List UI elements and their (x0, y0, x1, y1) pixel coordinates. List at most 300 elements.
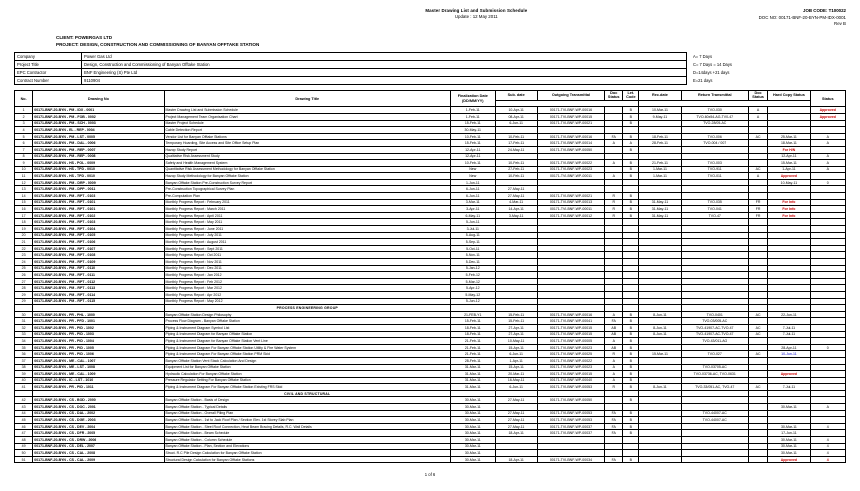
table-row[interactable] (15, 318, 846, 325)
table-row[interactable] (15, 232, 846, 239)
row-let-code (623, 232, 639, 239)
row-no: 25 (15, 265, 33, 272)
row-let-code: B (623, 160, 639, 167)
job-code: JOB CODE: T100022 (803, 8, 846, 13)
row-finalization-date: 5-Sep-11 (451, 239, 496, 246)
row-drawing-no: 00171-BNF-20-BYN - PM - RPT - 0108 (33, 252, 164, 259)
legend-note: E=21 days (693, 78, 713, 84)
row-doc-status-2 (748, 397, 767, 404)
row-status (810, 127, 845, 134)
table-row[interactable] (15, 324, 846, 331)
table-row[interactable] (15, 371, 846, 378)
table-row[interactable] (15, 186, 846, 193)
row-return-transmittal (681, 298, 748, 305)
row-hard-copy-status: Approved (768, 173, 810, 180)
row-doc-status-2 (748, 430, 767, 437)
row-drawing-title: Monthly Progress Report : Feb 2012 (164, 278, 451, 285)
row-finalization-date: 31-Mar-11 (451, 364, 496, 371)
col-return-transmittal: Return Transmittal (681, 91, 748, 101)
row-status (810, 318, 845, 325)
row-drawing-title: Piping & Instrument Diagram For Banyan Offtake Station PRM Skid (164, 351, 451, 358)
row-drawing-title: Master Project Schedule (164, 120, 451, 127)
row-drawing-title: Monthly Progress Report : Nov 2011 (164, 259, 451, 266)
row-return-transmittal (681, 127, 748, 134)
table-row[interactable] (15, 437, 846, 444)
row-drawing-title: Process Flow Diagram - Banyan Offtake Station (164, 318, 451, 325)
row-sub-date: 6-Jun-11 (495, 384, 537, 391)
table-row[interactable] (15, 219, 846, 226)
table-row[interactable] (15, 397, 846, 404)
row-let-code (623, 226, 639, 233)
row-sub-date: 6-Jun-11 (495, 120, 537, 127)
table-row[interactable] (15, 384, 846, 391)
table-row[interactable] (15, 133, 846, 140)
row-hard-copy-status (768, 239, 810, 246)
row-drawing-no: 00171-BNF-20-BYN - PR - PID - 1011 (33, 384, 164, 391)
table-row[interactable] (15, 357, 846, 364)
row-doc-status-2: AC (748, 311, 767, 318)
page-footer: 1 of 6 (424, 472, 436, 477)
row-doc-status-2 (748, 120, 767, 127)
row-finalization-date: 6-Jun-11 (451, 193, 496, 200)
row-outgoing-transmittal: 00171-TVI-BNF-WP-00023 (537, 344, 604, 351)
table-head (15, 91, 846, 107)
table-section-row[interactable] (15, 305, 846, 312)
row-doc-status-1 (605, 153, 623, 160)
row-drawing-title: Banyan Offtake Station - Typical Details (164, 404, 451, 411)
row-drawing-no: 00171-BNF-20-BYN - PR - PID - 1002 (33, 324, 164, 331)
row-rec-date (639, 437, 681, 444)
table-row[interactable] (15, 377, 846, 384)
row-finalization-date: 18-Feb-11 (451, 324, 496, 331)
row-hard-copy-status: 18-Mar-11 (768, 140, 810, 147)
table-row[interactable] (15, 153, 846, 160)
row-outgoing-transmittal (537, 291, 604, 298)
row-rec-date: 1-Mar-11 (639, 166, 681, 173)
row-doc-status-2 (748, 272, 767, 279)
table-row[interactable] (15, 199, 846, 206)
row-no: 27 (15, 278, 33, 285)
row-sub-date: 27-Apr-11 (495, 324, 537, 331)
row-return-transmittal (681, 226, 748, 233)
row-hard-copy-status (768, 318, 810, 325)
row-doc-status-1 (605, 404, 623, 411)
row-hard-copy-status (768, 113, 810, 120)
row-doc-status-2 (748, 344, 767, 351)
table-row[interactable] (15, 212, 846, 219)
cell-empty (451, 305, 496, 312)
info-value: BNF Engineering (S) Pte Ltd (82, 69, 687, 77)
row-drawing-no: 00171-BNF-20-BYN - IC - LST - 1010 (33, 377, 164, 384)
row-outgoing-transmittal: 00171-TVI-BNF-WP-00023 (537, 364, 604, 371)
row-drawing-no: 00171-BNF-20-BYN - CS - DRW - 2006 (33, 437, 164, 444)
row-rec-date: 1-Mar-11 (639, 173, 681, 180)
row-finalization-date: 30-Mar-11 (451, 397, 496, 404)
row-return-transmittal: TVO-44007-AC (681, 417, 748, 424)
row-sub-date: 15-Feb-11 (495, 318, 537, 325)
row-hard-copy-status (768, 410, 810, 417)
table-row[interactable] (15, 173, 846, 180)
table-row[interactable] (15, 351, 846, 358)
cell-empty (768, 305, 810, 312)
row-hard-copy-status (768, 364, 810, 371)
row-drawing-no: 00171-BNF-20-BYN - PR - PID - 1003 (33, 331, 164, 338)
row-return-transmittal (681, 245, 748, 252)
row-doc-status-2: AC (748, 133, 767, 140)
row-sub-date: 18-Apr-11 (495, 430, 537, 437)
row-drawing-title: Banyan Offtake Station - Overall Piling Plan (164, 410, 451, 417)
row-outgoing-transmittal (537, 285, 604, 292)
row-hard-copy-status: 25-Mar-11 (768, 133, 810, 140)
row-drawing-title: Monthly Progress Report : Apr 2012 (164, 291, 451, 298)
row-drawing-no: 00171-BNF-20-BYN - CS - DEV - 2004 (33, 423, 164, 430)
row-doc-status-2: FR (748, 199, 767, 206)
row-let-code (623, 404, 639, 411)
row-return-transmittal (681, 397, 748, 404)
row-let-code (623, 219, 639, 226)
table-row[interactable] (15, 120, 846, 127)
row-finalization-date: 10-Feb-11 (451, 160, 496, 167)
row-sub-date (495, 278, 537, 285)
table-section-row[interactable] (15, 390, 846, 397)
row-sub-date: 3-May-11 (495, 212, 537, 219)
row-return-transmittal (681, 239, 748, 246)
row-doc-status-2 (748, 179, 767, 186)
row-rec-date (639, 397, 681, 404)
row-let-code: B (623, 212, 639, 219)
table-row[interactable] (15, 430, 846, 437)
row-no: 8 (15, 153, 33, 160)
row-sub-date: 08-Apr-11 (495, 113, 537, 120)
table-row[interactable] (15, 456, 846, 463)
row-drawing-no: 00171-BNF-20-BYN - PM - REP - 0008 (33, 153, 164, 160)
row-doc-status-2 (748, 404, 767, 411)
row-drawing-no: 00171-BNF-20-BYN - CS - DOC - 2001 (33, 404, 164, 411)
row-finalization-date: 5-Nov-11 (451, 252, 496, 259)
row-no: 19 (15, 226, 33, 233)
row-rec-date: 18-Feb-11 (639, 133, 681, 140)
row-hard-copy-status (768, 107, 810, 114)
table-row[interactable] (15, 423, 846, 430)
table-row[interactable] (15, 160, 846, 167)
row-drawing-title: Piping & Instrument Diagram for Banyan Offtake Station Vent Line (164, 338, 451, 345)
table-row[interactable] (15, 404, 846, 411)
info-label: Company (15, 53, 82, 61)
table-row[interactable] (15, 278, 846, 285)
row-no: 17 (15, 212, 33, 219)
row-status: A (810, 140, 845, 147)
cell-empty (537, 390, 604, 397)
row-drawing-title: Safety and Health Management System (164, 160, 451, 167)
row-doc-status-1: A (605, 364, 623, 371)
table-row[interactable] (15, 265, 846, 272)
row-let-code (623, 450, 639, 457)
table-row[interactable] (15, 146, 846, 153)
row-let-code (623, 285, 639, 292)
row-finalization-date: 30-Mar-11 (451, 437, 496, 444)
row-drawing-no: 00171-BNF-20-BYN - PM - RPT - 0112 (33, 278, 164, 285)
row-return-transmittal: TVO-03705-AC (681, 364, 748, 371)
row-drawing-title: Banyan Offtake Station Pre-Construction Survey Report (164, 179, 451, 186)
row-rec-date (639, 318, 681, 325)
row-outgoing-transmittal (537, 272, 604, 279)
table-row[interactable] (15, 331, 846, 338)
row-no: 4 (15, 127, 33, 134)
table-row[interactable] (15, 410, 846, 417)
row-status: 0 (810, 179, 845, 186)
row-doc-status-2 (748, 146, 767, 153)
row-let-code: B (623, 173, 639, 180)
row-drawing-title: Banyan Offtake Station - Column Schedule (164, 437, 451, 444)
table-row[interactable] (15, 239, 846, 246)
row-status (810, 219, 845, 226)
row-drawing-no: 00171-BNF-20-BYN - PM - RPT - 0106 (33, 239, 164, 246)
row-outgoing-transmittal (537, 265, 604, 272)
row-return-transmittal: TVO-035 (681, 199, 748, 206)
row-finalization-date: 5-Jun-12 (451, 298, 496, 305)
row-drawing-no: 00171-BNF-20-BYN - PR - PID - 1006 (33, 351, 164, 358)
row-rec-date (639, 219, 681, 226)
row-hard-copy-status: 7-Jul-11 (768, 384, 810, 391)
row-outgoing-transmittal (537, 127, 604, 134)
row-no: 49 (15, 443, 33, 450)
row-hard-copy-status: 30-Mar-11 (768, 437, 810, 444)
table-row[interactable] (15, 245, 846, 252)
table-row[interactable] (15, 311, 846, 318)
row-doc-status-1 (605, 252, 623, 259)
row-status (810, 291, 845, 298)
row-sub-date: 6-Jun-11 (495, 351, 537, 358)
row-drawing-no: 00171-BNF-20-BYN - CS - DGE - 2003 (33, 417, 164, 424)
row-status: Approved (810, 113, 845, 120)
row-doc-status-2: AC (748, 331, 767, 338)
row-rec-date (639, 371, 681, 378)
row-doc-status-1: A (605, 311, 623, 318)
row-drawing-title: Hazop Study Methodology for Banyan Offtake Station (164, 173, 451, 180)
row-return-transmittal (681, 272, 748, 279)
table-row[interactable] (15, 252, 846, 259)
row-sub-date (495, 259, 537, 266)
table-row[interactable] (15, 127, 846, 134)
row-let-code: B (623, 351, 639, 358)
row-finalization-date: 3-Apr-11 (451, 206, 496, 213)
row-sub-date: 15-Apr-11 (495, 344, 537, 351)
row-return-transmittal (681, 357, 748, 364)
row-status (810, 371, 845, 378)
row-doc-status-2 (748, 265, 767, 272)
row-status (810, 384, 845, 391)
row-hard-copy-status (768, 298, 810, 305)
row-outgoing-transmittal: 00171-TVI-BNF-WP-00015 (537, 371, 604, 378)
table-row[interactable] (15, 272, 846, 279)
row-hard-copy-status: For Info (768, 212, 810, 219)
table-row[interactable] (15, 259, 846, 266)
table-row[interactable] (15, 193, 846, 200)
row-doc-status-1: FA (605, 423, 623, 430)
table-row[interactable] (15, 140, 846, 147)
row-status (810, 252, 845, 259)
row-outgoing-transmittal (537, 259, 604, 266)
row-let-code: B (623, 133, 639, 140)
table-row[interactable] (15, 107, 846, 114)
row-sub-date: 1-Apr-11 (495, 357, 537, 364)
table-row[interactable] (15, 443, 846, 450)
row-drawing-no: 00171-BNF-20-BYN - PM - RPT - 0115 (33, 298, 164, 305)
row-let-code (623, 127, 639, 134)
row-doc-status-1 (605, 179, 623, 186)
row-return-transmittal (681, 232, 748, 239)
table-row[interactable] (15, 298, 846, 305)
row-drawing-no: 00171-BNF-20-BYN - CS - DFR - 2005 (33, 430, 164, 437)
table-body (15, 107, 846, 463)
row-drawing-no: 00171-BNF-20-BYN - CS - DAL - 2002 (33, 410, 164, 417)
row-drawing-no: 00171-BNF-20-BYN - PM - RPT - 0107 (33, 245, 164, 252)
row-hard-copy-status (768, 219, 810, 226)
row-rec-date (639, 357, 681, 364)
row-return-transmittal: TVO-027 (681, 351, 748, 358)
row-return-transmittal (681, 404, 748, 411)
row-drawing-title: Hazop Study Report (164, 146, 451, 153)
row-outgoing-transmittal (537, 239, 604, 246)
row-rec-date (639, 423, 681, 430)
row-outgoing-transmittal: 00171-TVI-BNF-WP-00040 (537, 377, 604, 384)
row-status (810, 338, 845, 345)
row-hard-copy-status (768, 120, 810, 127)
row-doc-status-2 (748, 364, 767, 371)
cell-empty (605, 390, 623, 397)
header-center (194, 8, 759, 19)
row-return-transmittal (681, 153, 748, 160)
row-hard-copy-status (768, 291, 810, 298)
table-row[interactable] (15, 226, 846, 233)
row-let-code (623, 239, 639, 246)
row-hard-copy-status (768, 377, 810, 384)
row-hard-copy-status: For H/N (768, 146, 810, 153)
table-row[interactable] (15, 166, 846, 173)
row-doc-status-1 (605, 259, 623, 266)
row-return-transmittal: TVO-44007-AC (681, 410, 748, 417)
table-row[interactable] (15, 417, 846, 424)
row-sub-date: 27-May-11 (495, 397, 537, 404)
row-finalization-date: 15-Feb-11 (451, 120, 496, 127)
table-row[interactable] (15, 206, 846, 213)
table-row[interactable] (15, 344, 846, 351)
row-rec-date (639, 364, 681, 371)
cell-empty (681, 390, 748, 397)
row-let-code: B (623, 331, 639, 338)
table-row[interactable] (15, 364, 846, 371)
row-drawing-no: 00171-BNF-20-BYN - PM - REP - 0007 (33, 146, 164, 153)
row-rec-date (639, 285, 681, 292)
table-row[interactable] (15, 113, 846, 120)
row-sub-date (495, 232, 537, 239)
row-status (810, 120, 845, 127)
row-sub-date (495, 153, 537, 160)
row-outgoing-transmittal: 00171-TVI-BNF-WP-00023 (537, 166, 604, 173)
row-let-code: B (623, 193, 639, 200)
row-doc-status-1 (605, 239, 623, 246)
row-hard-copy-status: 30-Mar-11 (768, 404, 810, 411)
row-doc-status-2 (748, 226, 767, 233)
row-no: 46 (15, 423, 33, 430)
row-hard-copy-status: 22-Jun-11 (768, 311, 810, 318)
row-doc-status-1 (605, 245, 623, 252)
row-return-transmittal (681, 252, 748, 259)
row-finalization-date: 18-Feb-11 (451, 331, 496, 338)
row-outgoing-transmittal: 00171-TVI-BNF-WP-00011 (537, 173, 604, 180)
table-row[interactable] (15, 285, 846, 292)
row-outgoing-transmittal: 00171-TVI-BNF-WP-00034 (537, 456, 604, 463)
row-doc-status-2 (748, 186, 767, 193)
col-no: No. (15, 91, 33, 107)
table-row[interactable] (15, 179, 846, 186)
row-drawing-title: Banyan Offtake Station - Basis of Design (164, 397, 451, 404)
row-doc-status-1: FA (605, 417, 623, 424)
row-doc-status-1: FA (605, 410, 623, 417)
row-status: 4 (810, 443, 845, 450)
row-hard-copy-status: 10-Jun-11 (768, 351, 810, 358)
cell-empty (768, 390, 810, 397)
row-no: 2 (15, 113, 33, 120)
row-let-code: B (623, 146, 639, 153)
document-header (14, 8, 846, 28)
row-no: 45 (15, 417, 33, 424)
client-block (56, 34, 846, 48)
row-doc-status-2 (748, 153, 767, 160)
row-drawing-title: Monthly Progress Report : Oct 2011 (164, 252, 451, 259)
row-doc-status-1: A (605, 160, 623, 167)
row-no: 50 (15, 450, 33, 457)
row-doc-status-1: R (605, 206, 623, 213)
row-rec-date (639, 245, 681, 252)
header-row (15, 91, 846, 101)
table-row[interactable] (15, 291, 846, 298)
row-rec-date: 8-Jun-11 (639, 384, 681, 391)
row-drawing-no: 00171-BNF-20-BYN - PM - DAL - 0006 (33, 140, 164, 147)
cell-empty (451, 390, 496, 397)
row-sub-date (495, 291, 537, 298)
row-drawing-no: 00171-BNF-20-BYN - EL - REP - 0004 (33, 127, 164, 134)
row-doc-status-2 (748, 160, 767, 167)
row-doc-status-2 (748, 450, 767, 457)
row-outgoing-transmittal: 00171-TVI-BNF-WP-00021 (537, 120, 604, 127)
row-outgoing-transmittal: 00171-TVI-BNF-WP-00011 (537, 206, 604, 213)
document-title: Master Drawing List and Submission Schedule (425, 8, 528, 13)
legend-note: C= 7 Days = 14 Days (693, 62, 732, 68)
row-drawing-title: Banyan Offtake Station - Beam Schedule (164, 430, 451, 437)
row-let-code: B (623, 318, 639, 325)
col-doc-status-1: Doc Status (605, 91, 623, 101)
row-outgoing-transmittal (537, 226, 604, 233)
row-rec-date (639, 193, 681, 200)
row-outgoing-transmittal (537, 219, 604, 226)
row-finalization-date: 10-Feb-11 (451, 133, 496, 140)
row-sub-date (495, 437, 537, 444)
row-finalization-date: 1-Jun-11 (451, 179, 496, 186)
row-finalization-date: 12-Apr-11 (451, 146, 496, 153)
row-hard-copy-status (768, 338, 810, 345)
row-sub-date: 27-May-11 (495, 410, 537, 417)
row-status (810, 278, 845, 285)
row-status (810, 377, 845, 384)
project-line: PROJECT: DESIGN, CONSTRUCTION AND COMMISSIONING OF BANYAN OFFTAKE STATION (56, 41, 260, 47)
cell-empty (623, 305, 639, 312)
row-let-code: B (623, 384, 639, 391)
row-no: 14 (15, 193, 33, 200)
table-row[interactable] (15, 450, 846, 457)
table-row[interactable] (15, 338, 846, 345)
row-doc-status-2 (748, 338, 767, 345)
